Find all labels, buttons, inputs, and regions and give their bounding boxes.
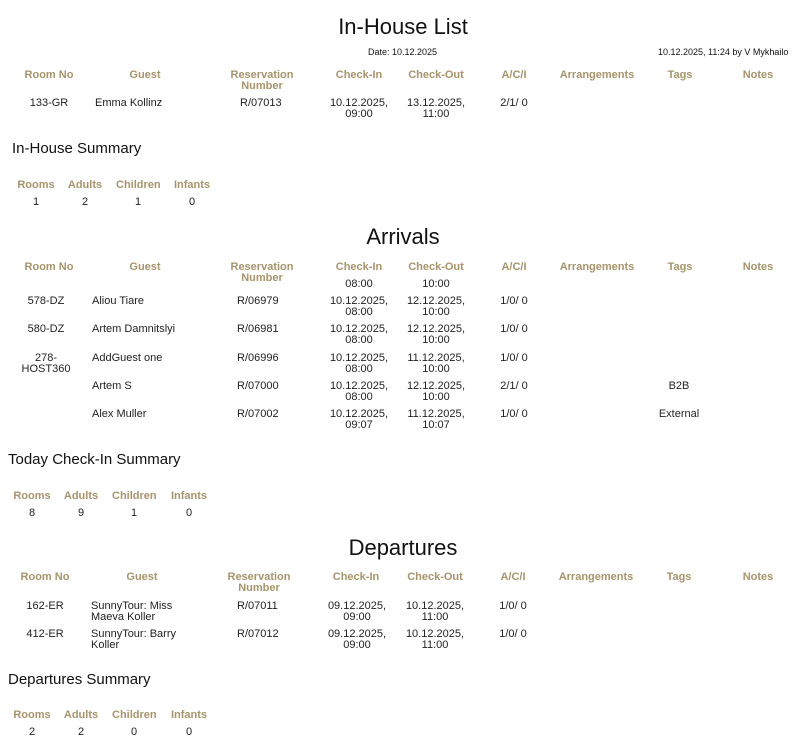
reservation-number: R/07013 xyxy=(240,97,282,109)
guest-name-line2: Koller xyxy=(91,639,120,651)
acl-value: 1/0/ 0 xyxy=(499,600,527,612)
check-out xyxy=(399,409,473,431)
summary-label-infants: Infants xyxy=(170,709,208,721)
check-in-time: 08:00 xyxy=(345,391,373,403)
summary-label-rooms: Rooms xyxy=(17,179,55,191)
tag-value: B2B xyxy=(668,380,690,392)
check-in xyxy=(322,409,396,431)
summary-label-infants: Infants xyxy=(170,490,208,502)
room-no-line1: 278- xyxy=(34,352,58,364)
acl-value: 1/0/ 0 xyxy=(500,408,528,420)
col-reservation-line2: Number xyxy=(241,80,283,92)
summary-label-children: Children xyxy=(116,179,161,191)
col-reservation xyxy=(219,572,299,594)
check-in-time: 08:00 xyxy=(345,363,373,375)
summary-label-adults: Adults xyxy=(63,709,99,721)
col-reservation-line1: Reservation xyxy=(230,261,294,273)
check-out-time: 10:00 xyxy=(422,306,450,318)
check-in-time: 09:00 xyxy=(343,639,371,651)
col-guest: Guest xyxy=(129,261,161,273)
check-out-date: 10.12.2025, xyxy=(405,628,465,640)
check-out-date: 10.12.2025, xyxy=(405,600,465,612)
reservation-number: R/06996 xyxy=(237,352,279,364)
reservation-number: R/06981 xyxy=(237,323,279,335)
col-acl: A/C/I xyxy=(501,69,527,81)
room-no: 412-ER xyxy=(26,628,64,640)
col-check-out: Check-Out xyxy=(407,571,463,583)
summary-label-rooms: Rooms xyxy=(13,490,51,502)
summary-value-rooms: 2 xyxy=(28,726,36,738)
guest-name: Emma Kollinz xyxy=(95,97,163,109)
summary-value-adults: 2 xyxy=(81,196,89,208)
guest-name-line1: SunnyTour: Barry xyxy=(91,628,176,640)
check-in-date: 10.12.2025, xyxy=(329,323,389,335)
col-check-out: Check-Out xyxy=(408,69,464,81)
inhouse-summary-title: In-House Summary xyxy=(12,140,142,157)
col-notes: Notes xyxy=(742,69,774,81)
summary-label-adults: Adults xyxy=(63,490,99,502)
summary-value-infants: 0 xyxy=(185,726,193,738)
guest-name: Artem Damnitslyi xyxy=(92,323,176,335)
col-arrangements: Arrangements xyxy=(558,571,634,583)
guest-name xyxy=(91,629,176,651)
acl-value: 2/1/ 0 xyxy=(500,380,528,392)
check-in xyxy=(320,629,394,651)
col-guest: Guest xyxy=(126,571,158,583)
col-guest: Guest xyxy=(129,69,161,81)
check-in-time: 09:07 xyxy=(345,419,373,431)
check-out-time: 10:07 xyxy=(422,419,450,431)
acl-value: 2/1/ 0 xyxy=(500,97,528,109)
col-acl: A/C/I xyxy=(500,571,526,583)
col-reservation xyxy=(222,262,302,284)
summary-value-rooms: 8 xyxy=(28,507,36,519)
check-in xyxy=(322,324,396,346)
guest-name: Alex Muller xyxy=(92,408,147,420)
reservation-number: R/07000 xyxy=(237,380,279,392)
col-check-out: Check-Out xyxy=(408,261,464,273)
guest-name: Artem S xyxy=(92,380,132,392)
check-in-date: 10.12.2025, xyxy=(329,295,389,307)
col-check-in: Check-In xyxy=(335,69,383,81)
summary-label-adults: Adults xyxy=(67,179,103,191)
col-room-no: Room No xyxy=(24,69,74,81)
check-in xyxy=(322,353,396,375)
col-room-no: Room No xyxy=(24,261,74,273)
check-out-time: 10:00 xyxy=(422,391,450,403)
check-in xyxy=(322,381,396,403)
check-out-date: 12.12.2025, xyxy=(406,323,466,335)
room-no: 162-ER xyxy=(26,600,64,612)
check-in-date: 09.12.2025, xyxy=(327,628,387,640)
summary-value-children: 1 xyxy=(130,507,138,519)
check-out-date: 13.12.2025, xyxy=(406,97,466,109)
summary-value-children: 1 xyxy=(134,196,142,208)
col-tags: Tags xyxy=(667,69,693,81)
col-acl: A/C/I xyxy=(501,261,527,273)
generated-info: 10.12.2025, 11:24 by V Mykhailo xyxy=(658,47,789,57)
col-tags: Tags xyxy=(666,571,692,583)
col-notes: Notes xyxy=(742,261,774,273)
check-out xyxy=(398,601,472,623)
check-in-date: 10.12.2025, xyxy=(329,97,389,109)
check-in-time: 09:00 xyxy=(345,108,373,120)
col-arrangements: Arrangements xyxy=(559,261,635,273)
guest-name-line2: Maeva Koller xyxy=(91,611,156,623)
check-out xyxy=(399,296,473,318)
check-out-date: 12.12.2025, xyxy=(406,295,466,307)
reservation-number: R/06979 xyxy=(237,295,279,307)
col-tags: Tags xyxy=(667,261,693,273)
check-out-time: 10:00 xyxy=(422,334,450,346)
col-room-no: Room No xyxy=(20,571,70,583)
room-no: 580-DZ xyxy=(27,323,65,335)
room-no: 578-DZ xyxy=(27,295,65,307)
check-in-date: 10.12.2025, xyxy=(329,352,389,364)
check-in-time: 09:00 xyxy=(343,611,371,623)
room-no-line2: HOST360 xyxy=(21,363,71,375)
guest-name xyxy=(91,601,172,623)
summary-label-children: Children xyxy=(112,490,157,502)
check-out-date: 11.12.2025, xyxy=(407,408,465,420)
summary-value-rooms: 1 xyxy=(32,196,40,208)
summary-label-infants: Infants xyxy=(173,179,211,191)
guest-name: Aliou Tiare xyxy=(92,295,144,307)
summary-value-adults: 9 xyxy=(77,507,85,519)
summary-label-rooms: Rooms xyxy=(13,709,51,721)
check-in xyxy=(322,98,396,120)
col-reservation-line2: Number xyxy=(241,272,283,284)
report-title: In-House List xyxy=(338,14,468,39)
report-date: Date: 10.12.2025 xyxy=(368,47,438,57)
check-out xyxy=(399,381,473,403)
arrivals-title: Arrivals xyxy=(366,224,440,249)
check-in-date: 10.12.2025, xyxy=(329,380,389,392)
col-check-in: Check-In xyxy=(332,571,380,583)
guest-name: AddGuest one xyxy=(92,352,163,364)
col-check-in: Check-In xyxy=(335,261,383,273)
summary-value-infants: 0 xyxy=(185,507,193,519)
check-out-time: 10:00 xyxy=(422,363,450,375)
checkin-summary-title: Today Check-In Summary xyxy=(8,451,181,468)
summary-value-adults: 2 xyxy=(77,726,85,738)
check-in-time: 08:00 xyxy=(345,278,373,290)
col-arrangements: Arrangements xyxy=(559,69,635,81)
summary-label-children: Children xyxy=(112,709,157,721)
col-reservation-line1: Reservation xyxy=(230,69,294,81)
check-out xyxy=(399,353,473,375)
check-in xyxy=(322,296,396,318)
check-out xyxy=(398,629,472,651)
reservation-number: R/07011 xyxy=(237,600,278,612)
col-reservation xyxy=(222,70,302,92)
col-notes: Notes xyxy=(742,571,774,583)
check-out-time: 11:00 xyxy=(421,639,449,651)
acl-value: 1/0/ 0 xyxy=(500,295,528,307)
summary-value-children: 0 xyxy=(130,726,138,738)
check-in xyxy=(320,601,394,623)
check-out-date: 11.12.2025, xyxy=(407,352,465,364)
check-out-date: 12.12.2025, xyxy=(406,380,466,392)
check-out-time: 11:00 xyxy=(422,108,450,120)
reservation-number: R/07002 xyxy=(237,408,279,420)
check-in-date: 09.12.2025, xyxy=(327,600,387,612)
tag-value: External xyxy=(658,408,700,420)
col-reservation-line1: Reservation xyxy=(227,571,291,583)
acl-value: 1/0/ 0 xyxy=(499,628,527,640)
check-in-time: 08:00 xyxy=(345,334,373,346)
check-out xyxy=(399,324,473,346)
departures-title: Departures xyxy=(348,535,458,560)
reservation-number: R/07012 xyxy=(237,628,279,640)
summary-value-infants: 0 xyxy=(188,196,196,208)
check-out xyxy=(399,98,473,120)
check-in-time: 08:00 xyxy=(345,306,373,318)
check-out-time: 11:00 xyxy=(421,611,449,623)
acl-value: 1/0/ 0 xyxy=(500,323,528,335)
col-reservation-line2: Number xyxy=(238,582,280,594)
departures-summary-title: Departures Summary xyxy=(8,671,151,688)
acl-value: 1/0/ 0 xyxy=(500,352,528,364)
guest-name-line1: SunnyTour: Miss xyxy=(91,600,173,612)
check-in-date: 10.12.2025, xyxy=(329,408,389,420)
clipped-row xyxy=(320,278,480,291)
check-out-time: 10:00 xyxy=(422,278,450,290)
room-no xyxy=(16,353,76,375)
room-no: 133-GR xyxy=(29,97,69,109)
